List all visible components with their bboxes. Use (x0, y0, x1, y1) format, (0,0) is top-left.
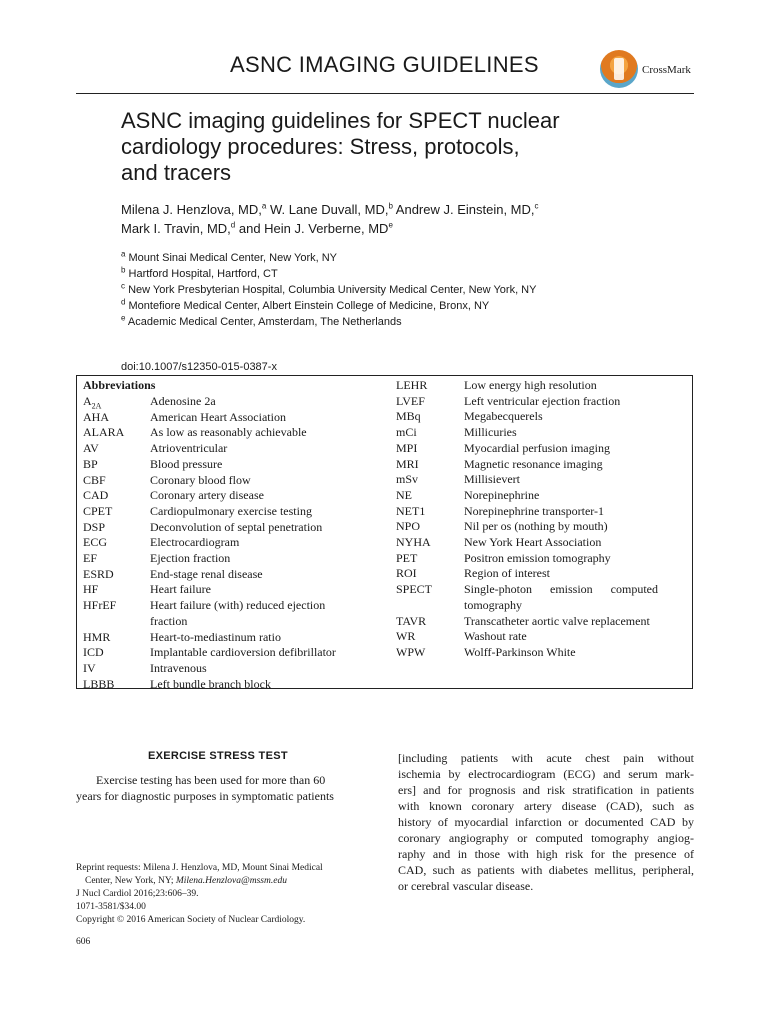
abbreviation-term: NYHA (396, 535, 431, 549)
abbreviation-term: MRI (396, 456, 419, 471)
abbreviation-term: DSP (83, 519, 106, 534)
affiliation-mark: b (121, 265, 126, 275)
abbreviation-definition: American Heart Association (150, 409, 286, 424)
title-line: and tracers (121, 160, 232, 185)
body-line: [including patients with acute chest pain without (398, 751, 694, 765)
author-affil-mark: b (388, 201, 393, 211)
abbreviation-definition: Nil per os (nothing by mouth) (464, 519, 608, 534)
affiliation-mark: e (121, 313, 126, 323)
footnote-block (76, 862, 376, 927)
abbreviation-term: NPO (396, 519, 421, 534)
abbreviation-term: WR (396, 629, 416, 644)
reprint-email[interactable]: Milena.Henzlova@mssm.edu (175, 876, 287, 886)
abbreviation-definition: Millisievert (464, 472, 520, 487)
affiliation-text: Mount Sinai Medical Center, New York, NY (128, 252, 338, 264)
abbreviation-definition: Deconvolution of septal penetration (150, 519, 323, 534)
abbreviation-definition: Washout rate (464, 629, 527, 644)
abbreviation-definition: Left bundle branch block (150, 676, 271, 691)
affiliation-item (121, 282, 681, 298)
body-line: CAD, such as patients with diabetes mellitus, peripheral, (398, 863, 694, 877)
abbreviation-term: ECG (83, 535, 107, 550)
abbreviation-definition: Millicuries (464, 425, 517, 440)
author-affil-mark: e (388, 220, 393, 230)
abbreviation-definition: Norepinephrine (464, 487, 540, 502)
title-line: cardiology procedures: Stress, protocols, (121, 134, 520, 159)
abbreviation-term: AHA (83, 409, 109, 424)
affiliation-mark: c (121, 281, 125, 291)
abbreviation-term: ALARA (83, 425, 125, 440)
abbreviation-definition: Blood pressure (150, 456, 223, 471)
abbreviation-definition: Single-photon emission computed (464, 582, 658, 597)
abbreviation-definition: Heart failure (with) reduced ejection (150, 598, 326, 613)
abbreviation-term: NET1 (396, 503, 426, 518)
crossmark-icon (600, 50, 638, 88)
header-divider (76, 93, 694, 94)
body-line: with known coronary artery disease (CAD), such as (398, 799, 694, 813)
body-line: or cerebral vascular disease. (398, 879, 534, 893)
abbreviation-definition: Wolff-Parkinson White (464, 644, 576, 659)
author-list (121, 200, 681, 238)
body-line: history of myocardial infarction or documented CAD by (398, 815, 694, 829)
abbreviation-definition: Coronary blood flow (150, 472, 251, 487)
journal-section-header: ASNC IMAGING GUIDELINES (230, 52, 539, 77)
abbreviation-term: AV (83, 441, 99, 456)
abbreviation-term: MPI (396, 440, 418, 455)
crossmark-label: CrossMark (642, 64, 691, 76)
reprint-requests-cont (76, 875, 376, 888)
article-title (121, 108, 641, 186)
affiliation-list (121, 250, 681, 330)
affiliation-mark: d (121, 297, 126, 307)
affiliation-text: New York Presbyterian Hospital, Columbia University Medical Center, New York, NY (128, 284, 537, 296)
abbreviation-definition: Ejection fraction (150, 551, 231, 565)
abbreviation-definition: Positron emission tomography (464, 550, 611, 565)
author-name: Andrew J. Einstein, MD, (392, 202, 535, 217)
abbreviation-term: LBBB (83, 676, 115, 691)
abbreviation-term: mSv (396, 472, 419, 487)
abbreviation-definition: Norepinephrine transporter-1 (464, 503, 605, 518)
abbreviation-definition: Region of interest (464, 566, 550, 581)
abbreviation-term: LEHR (396, 378, 428, 392)
body-line: Exercise testing has been used for more than 60 (96, 773, 326, 787)
abbreviation-term: mCi (396, 425, 417, 440)
abbreviations-box (76, 375, 693, 689)
body-paragraph-right (398, 750, 694, 894)
author-line (121, 219, 681, 238)
abbreviation-definition: Cardiopulmonary exercise testing (150, 503, 312, 518)
abbreviation-definition: fraction (150, 613, 188, 628)
body-paragraph-left (76, 772, 366, 804)
page-number: 606 (76, 937, 91, 947)
abbreviation-term: TAVR (396, 613, 427, 628)
author-name: Milena J. Henzlova, MD, (121, 202, 262, 217)
abbreviation-definition: Heart failure (150, 582, 211, 597)
abbreviation-definition: Implantable cardioversion defibrillator (150, 645, 336, 660)
reprint-address: Center, New York, NY; (85, 876, 176, 886)
affiliation-item (121, 298, 681, 314)
copyright-notice: Copyright © 2016 American Society of Nuclear Cardiology. (76, 915, 306, 925)
abbreviation-term: HF (83, 582, 99, 597)
body-line: ischemia by electrocardiogram (ECG) and serum mark- (398, 767, 694, 781)
abbreviation-definition: As low as reasonably achievable (150, 425, 307, 440)
abbreviation-definition: Electrocardiogram (150, 535, 240, 550)
abbreviation-term: CPET (83, 503, 113, 518)
abbreviation-term: PET (396, 550, 418, 565)
abbreviation-term: NE (396, 487, 412, 502)
author-affil-mark: d (230, 220, 236, 230)
abbreviation-term: HFrEF (83, 598, 117, 613)
abbreviation-term: $A_{2A}$ (83, 394, 102, 411)
abbreviations-title: Abbreviations (83, 378, 156, 392)
abbreviation-definition: tomography (464, 597, 522, 612)
abbreviation-definition: Adenosine 2a (150, 394, 216, 408)
abbreviation-definition: Coronary artery disease (150, 488, 264, 503)
affiliation-mark: a (121, 249, 126, 259)
title-line: ASNC imaging guidelines for SPECT nuclear (121, 108, 560, 133)
abbreviation-definition: Magnetic resonance imaging (464, 456, 603, 471)
abbreviation-term: LVEF (396, 393, 425, 408)
abbreviation-term: HMR (83, 629, 111, 644)
reprint-requests: Reprint requests: Milena J. Henzlova, MD, Mount Sinai Medical (76, 863, 323, 873)
abbreviation-term: MBq (396, 409, 421, 424)
abbreviation-definition: Megabecquerels (464, 409, 543, 424)
abbreviation-term: SPECT (396, 582, 433, 597)
affiliation-item (121, 266, 681, 282)
journal-citation: J Nucl Cardiol 2016;23:606–39. (76, 889, 199, 899)
abbreviation-definition: Left ventricular ejection fraction (464, 393, 621, 408)
abbreviation-definition: Atrioventricular (150, 441, 228, 456)
author-affil-mark: a (261, 201, 267, 211)
abbreviation-term: CBF (83, 472, 106, 487)
section-heading: EXERCISE STRESS TEST (148, 750, 288, 762)
abbreviation-term: WPW (396, 644, 426, 659)
body-line: raphy and in those with high risk for the presence of (398, 847, 694, 861)
crossmark-badge[interactable] (600, 50, 710, 90)
doi-link[interactable]: doi:10.1007/s12350-015-0387-x (121, 361, 277, 373)
abbreviation-definition: New York Heart Association (464, 535, 602, 549)
abbreviation-definition: Intravenous (150, 660, 207, 675)
author-name: and Hein J. Verberne, MD (235, 221, 389, 236)
abbreviation-term: BP (83, 456, 98, 471)
abbreviation-definition: Myocardial perfusion imaging (464, 440, 610, 455)
abbreviation-definition: Transcatheter aortic valve replacement (464, 613, 650, 628)
issn-price: 1071-3581/$34.00 (76, 902, 146, 912)
affiliation-text: Montefiore Medical Center, Albert Einstein College of Medicine, Bronx, NY (128, 300, 490, 312)
affiliation-text: Academic Medical Center, Amsterdam, The Netherlands (127, 316, 402, 328)
body-line: years for diagnostic purposes in symptomatic patients (76, 789, 334, 803)
author-line (121, 200, 681, 219)
abbreviation-definition: End-stage renal disease (150, 566, 263, 581)
body-line: coronary angiography or computed tomography angiog- (398, 831, 694, 845)
author-name: W. Lane Duvall, MD, (266, 202, 389, 217)
abbreviation-definition: Low energy high resolution (464, 378, 597, 392)
abbreviation-term: ROI (396, 566, 417, 581)
affiliation-text: Hartford Hospital, Hartford, CT (128, 268, 278, 280)
body-line: ers] and for prognosis and risk stratification in patients (398, 783, 694, 797)
abbreviation-definition: Heart-to-mediastinum ratio (150, 629, 281, 644)
affiliation-item (121, 250, 681, 266)
abbreviation-term: ICD (83, 645, 104, 660)
author-affil-mark: c (534, 201, 539, 211)
abbreviation-term: ESRD (83, 566, 114, 581)
abbreviation-term: CAD (83, 488, 109, 503)
abbreviation-term: IV (83, 660, 96, 675)
author-name: Mark I. Travin, MD, (121, 221, 231, 236)
abbreviation-term: EF (83, 551, 98, 565)
affiliation-item (121, 314, 681, 330)
